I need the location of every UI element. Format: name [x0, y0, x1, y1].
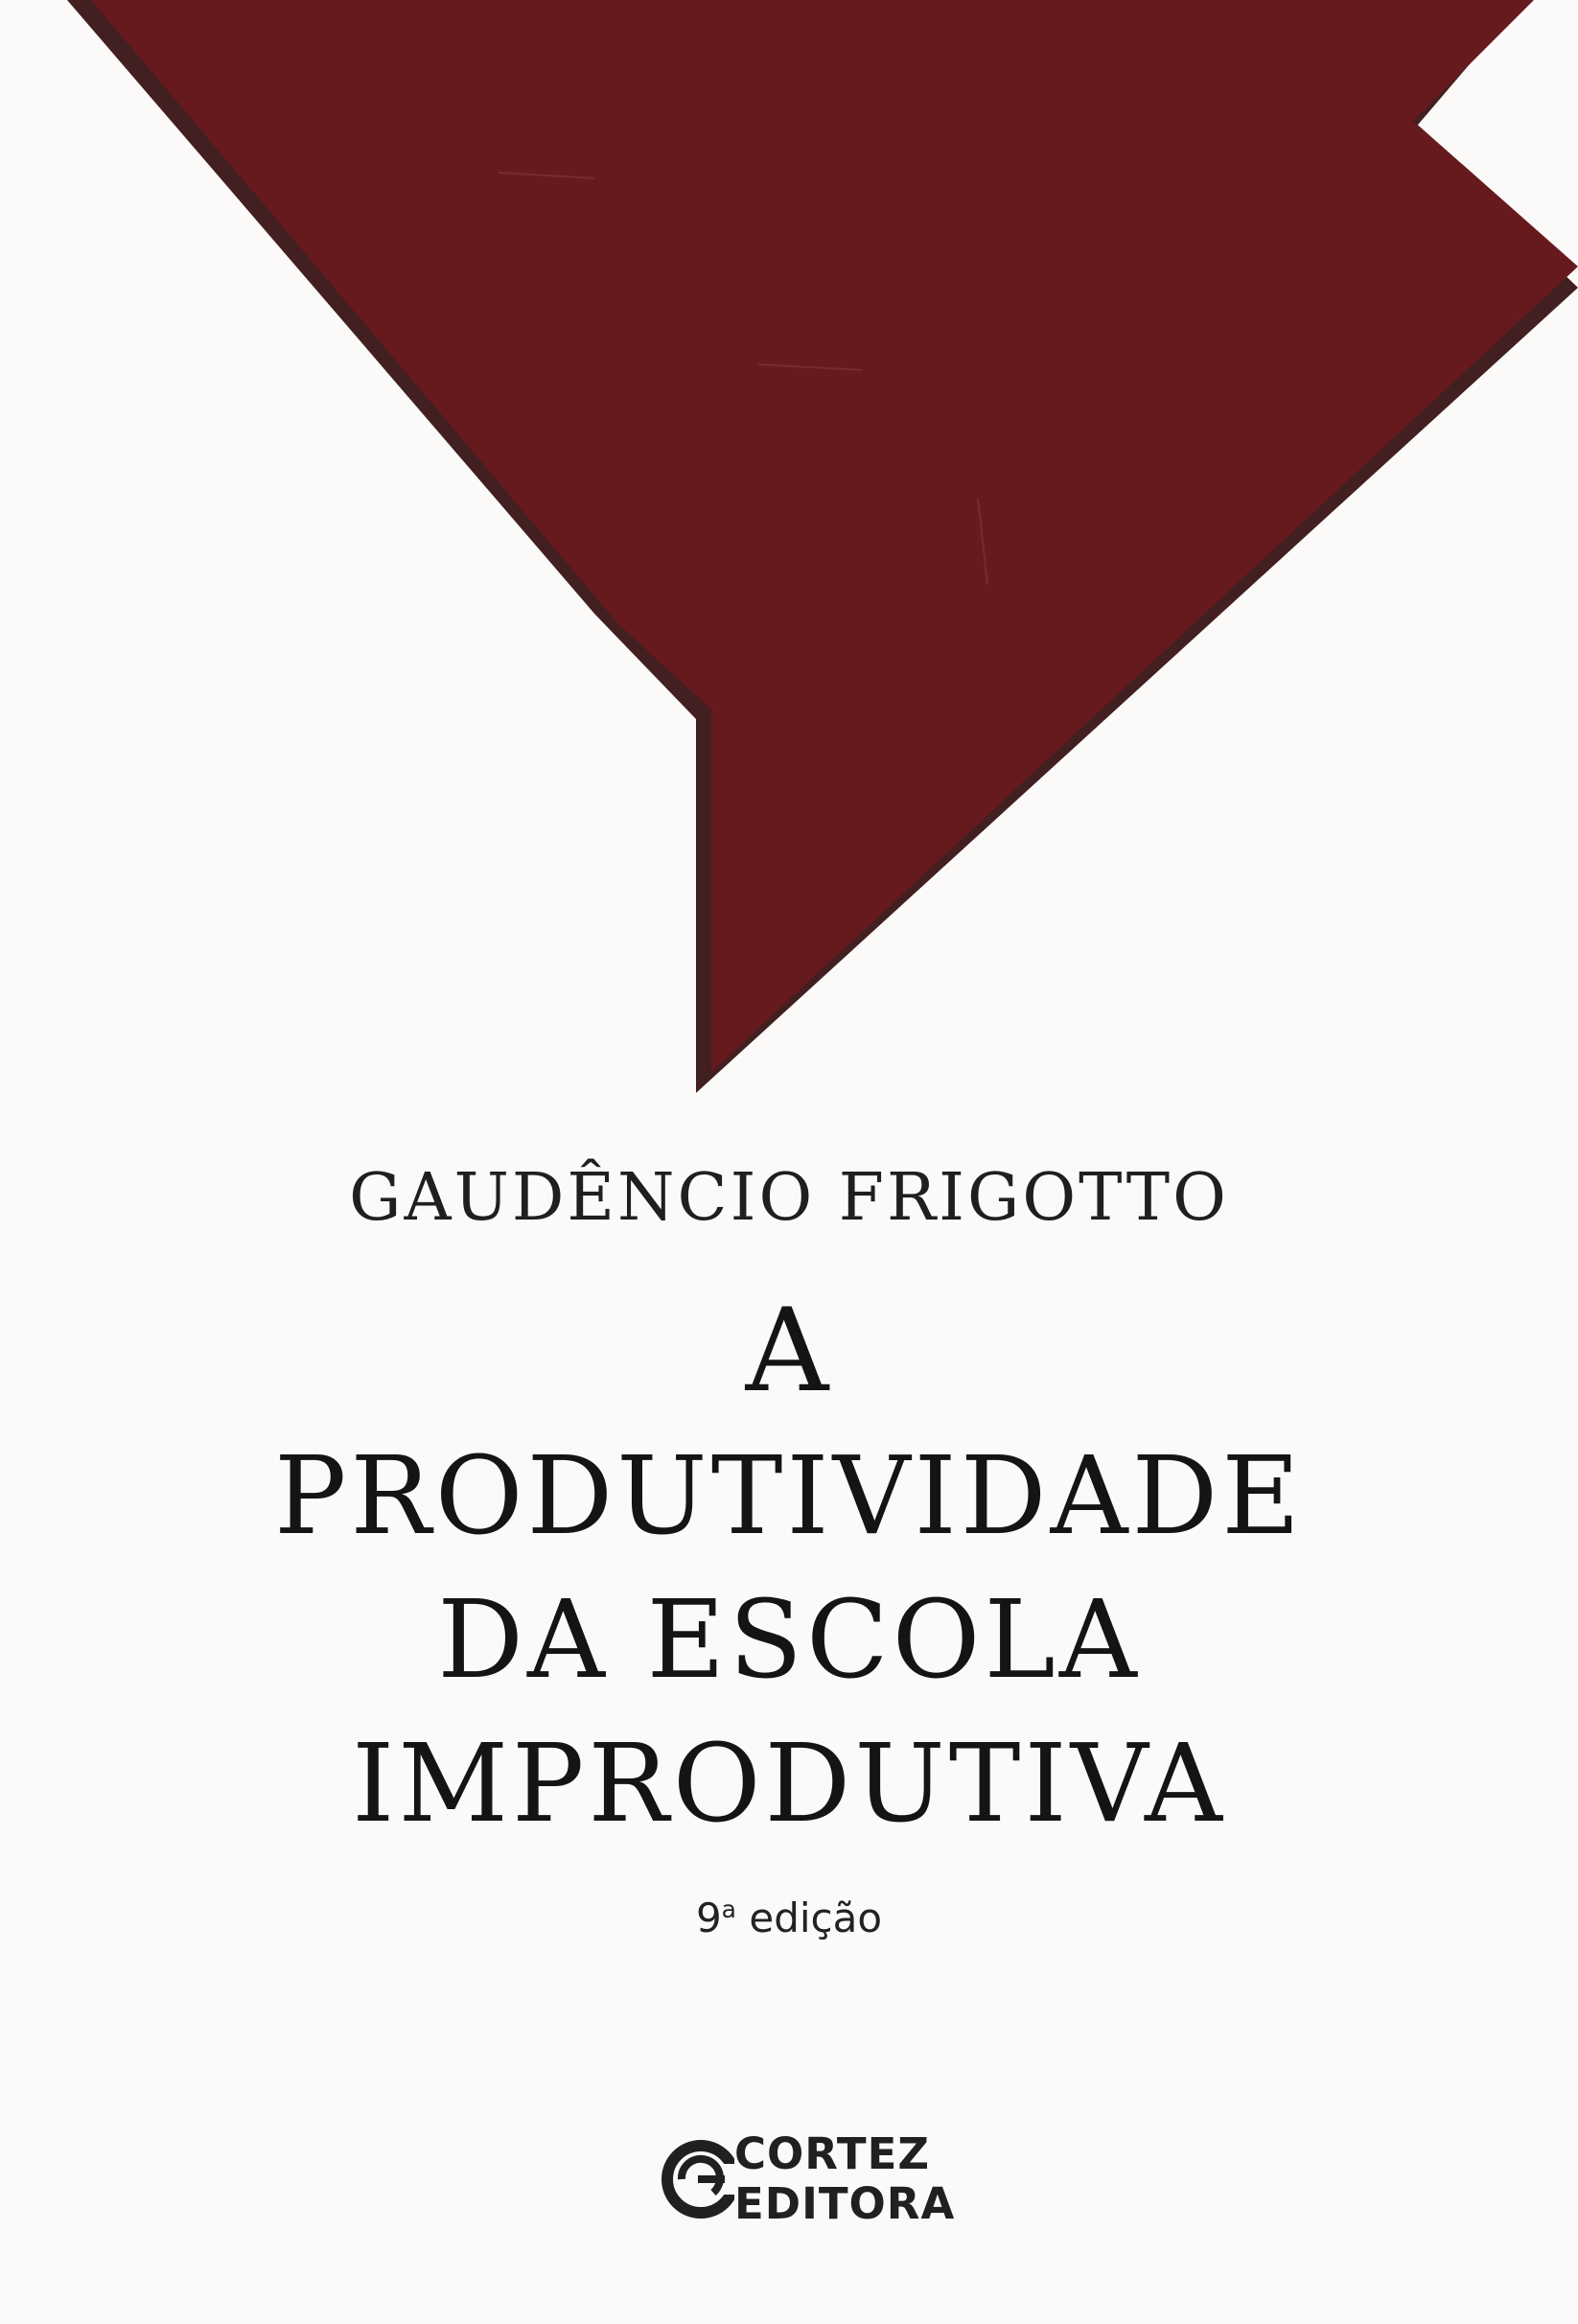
- publisher-text: [734, 2129, 955, 2229]
- publisher-name-line-2: EDITORA: [734, 2178, 956, 2229]
- edition-word: edição: [749, 1894, 883, 1941]
- author-name: GAUDÊNCIO FRIGOTTO: [349, 1160, 1229, 1236]
- edition-number: 9: [695, 1894, 722, 1941]
- title-line-1: PRODUTIVIDADE: [274, 1434, 1304, 1559]
- cover-banner-shape: [91, 0, 1578, 1072]
- publisher-name-line-1: CORTEZ: [734, 2128, 930, 2179]
- publisher-logo: [656, 2126, 956, 2232]
- cover-art: [0, 0, 1578, 1093]
- c-publisher-icon: [656, 2126, 734, 2232]
- title-line-3: IMPRODUTIVA: [352, 1722, 1226, 1847]
- title-article: A: [745, 1285, 833, 1418]
- edition-label: [0, 1894, 1578, 1941]
- title-line-2: DA ESCOLA: [437, 1578, 1141, 1703]
- edition-ordinal: a: [721, 1895, 736, 1923]
